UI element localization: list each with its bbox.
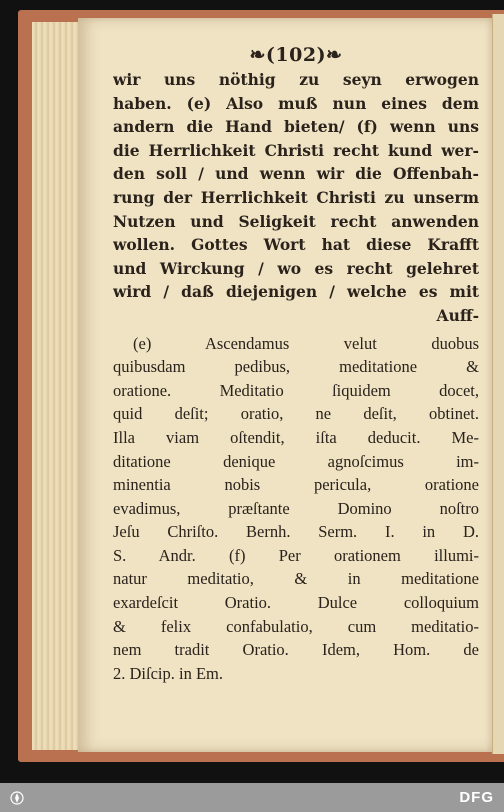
text-line: wollen. Gottes Wort hat diese Krafft — [113, 235, 479, 255]
footnote-line: exardeſcit Oratio. Dulce colloquium — [113, 593, 479, 613]
text-line: den soll / und wenn wir die Offenbah- — [113, 164, 479, 184]
footnote-line: oratione. Meditatio ſiquidem docet, — [113, 380, 479, 400]
footnote-line: natur meditatio, & in meditatione — [113, 569, 479, 589]
footnote-line: S. Andr. (f) Per orationem illumi- — [113, 545, 479, 565]
footnote-line: quibusdam pedibus, meditatione & — [113, 357, 479, 377]
library-logo — [4, 786, 30, 809]
footnote-line: minentia nobis pericula, oratione — [113, 475, 479, 495]
footnote-line: & felix confabulatio, cum meditatio- — [113, 616, 479, 636]
german-body — [113, 68, 479, 328]
text-line: andern die Hand bieten/ (f) wenn uns — [113, 117, 479, 137]
footnote-line: (e) Ascendamus velut duobus — [133, 333, 479, 353]
footnote-line: quid deſit; oratio, ne deſit, obtinet. — [113, 404, 479, 424]
page-text — [113, 44, 479, 685]
text-line: und Wirckung / wo es recht gelehret — [113, 258, 479, 278]
text-line: rung der Herrlichkeit Christi zu unserm — [113, 187, 479, 207]
footnote-line: Jeſu Chriſto. Bernh. Serm. I. in D. — [113, 522, 479, 542]
library-emblem-icon — [10, 791, 24, 805]
catchword: Auff- — [436, 305, 479, 325]
text-line: wir uns nöthig zu seyn erwogen — [113, 70, 479, 89]
footnote-line: evadimus, præſtante Domino noſtro — [113, 498, 479, 518]
next-page-edge — [492, 14, 504, 754]
footnote-line: 2. Diſcip. in Em. — [113, 663, 223, 683]
text-line: haben. (e) Also muß nun eines dem — [113, 93, 479, 113]
footnote-line: Illa viam oſtendit, iſta deducit. Me- — [113, 427, 479, 447]
text-line: die Herrlichkeit Christi recht kund wer- — [113, 140, 479, 160]
footnote-line: nem tradit Oratio. Idem, Hom. de — [113, 640, 479, 660]
text-line: wird / daß diejenigen / welche es mit — [113, 282, 479, 302]
dfg-logo: DFG — [459, 789, 494, 806]
page-number-header: ❧(102)❧ — [249, 44, 343, 66]
viewer-footer-bar — [0, 783, 504, 812]
text-line: Nutzen und Seligkeit recht anwenden — [113, 211, 479, 231]
latin-footnotes — [113, 332, 479, 686]
footnote-line: ditatione denique agnoſcimus im- — [113, 451, 479, 471]
